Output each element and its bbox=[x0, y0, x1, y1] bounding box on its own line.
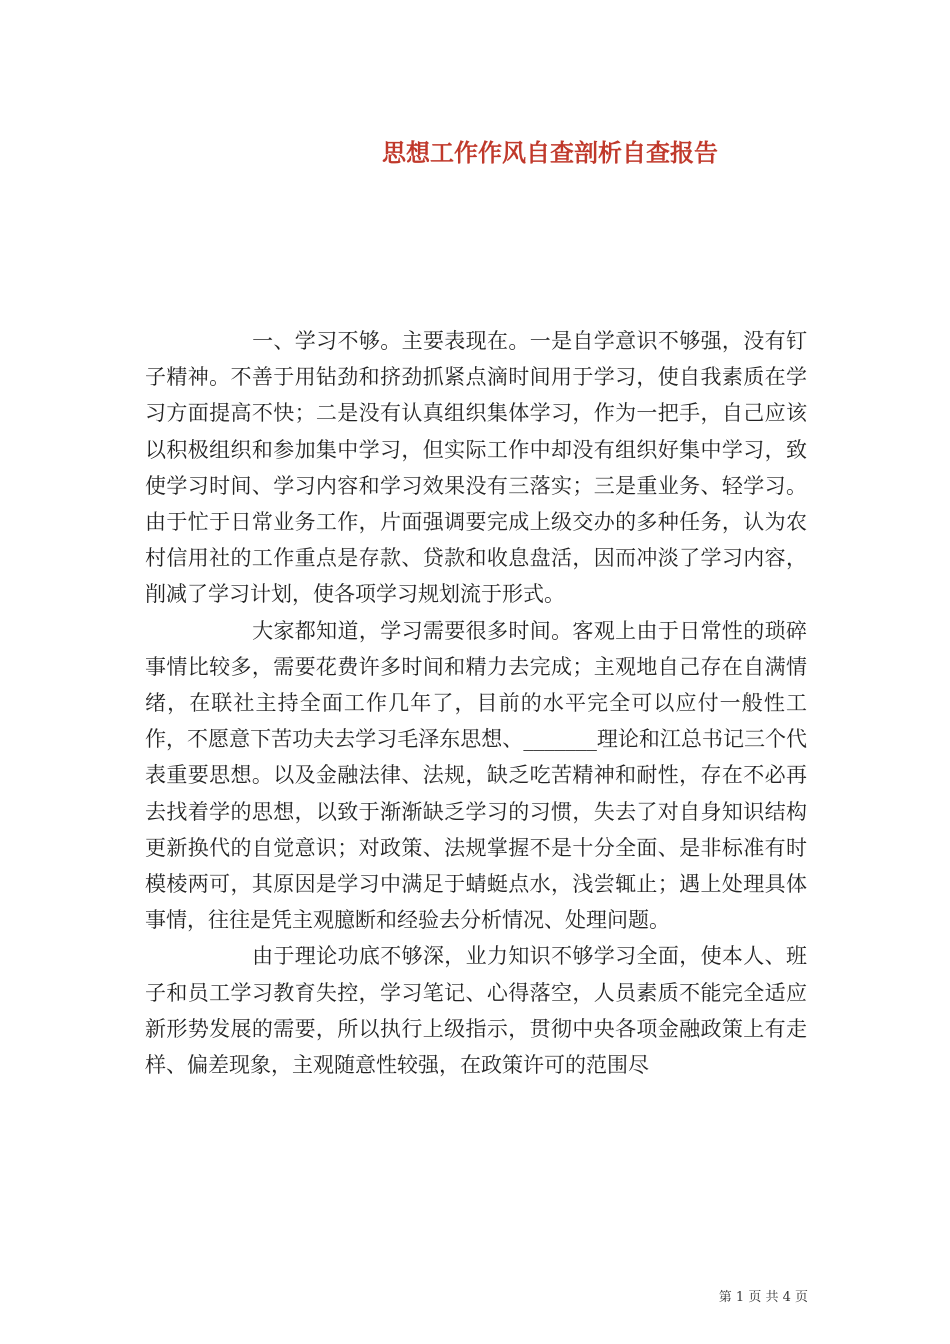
paragraph-1: 一、学习不够。主要表现在。一是自学意识不够强，没有钉子精神。不善于用钻劲和挤劲抓紧点滴时间用于学习，使自我素质在学习方面提高不快；二是没有认真组织集体学习，作为一把手，自己应该以积极组织和参加集中学习，但实际工作中却没有组织好集中学习，致使学习时间、学习内容和学习效果没有三落实；三是重业务、轻学习。由于忙于日常业务工作，片面强调要完成上级交办的多种任务，认为农村信用社的工作重点是存款、贷款和收息盘活，因而冲淡了学习内容，削减了学习计划，使各项学习规划流于形式。 bbox=[145, 329, 807, 607]
page-footer: 第 1 页 共 4 页 bbox=[718, 1290, 808, 1305]
paragraph-2: 大家都知道，学习需要很多时间。客观上由于日常性的琐碎事情比较多，需要花费许多时间和精力去完成；主观地自己存在自满情绪，在联社主持全面工作几年了，目前的水平完全可以应付一般性工作，不愿意下苦功夫去学习毛泽东思想、_______理论和江总书记三个代表重要思想。以及金融法律、法规，缺乏吃苦精神和耐性，存在不必再去找着学的思想，以致于渐渐缺乏学习的习惯，失去了对自身知识结构更新换代的自觉意识；对政策、法规掌握不是十分全面、是非标准有时模棱两可，其原因是学习中满足于蜻蜓点水，浅尝辄止；遇上处理具体事情，往往是凭主观臆断和经验去分析情况、处理问题。 bbox=[145, 618, 807, 933]
document-body bbox=[145, 323, 807, 1083]
paragraph-3: 由于理论功底不够深，业力知识不够学习全面，使本人、班子和员工学习教育失控，学习笔记、心得落空，人员素质不能完全适应新形势发展的需要，所以执行上级指示，贯彻中央各项金融政策上有走样、偏差现象，主观随意性较强，在政策许可的范围尽 bbox=[145, 944, 807, 1078]
document-title: 思想工作作风自查剖析自查报告 bbox=[382, 138, 718, 167]
